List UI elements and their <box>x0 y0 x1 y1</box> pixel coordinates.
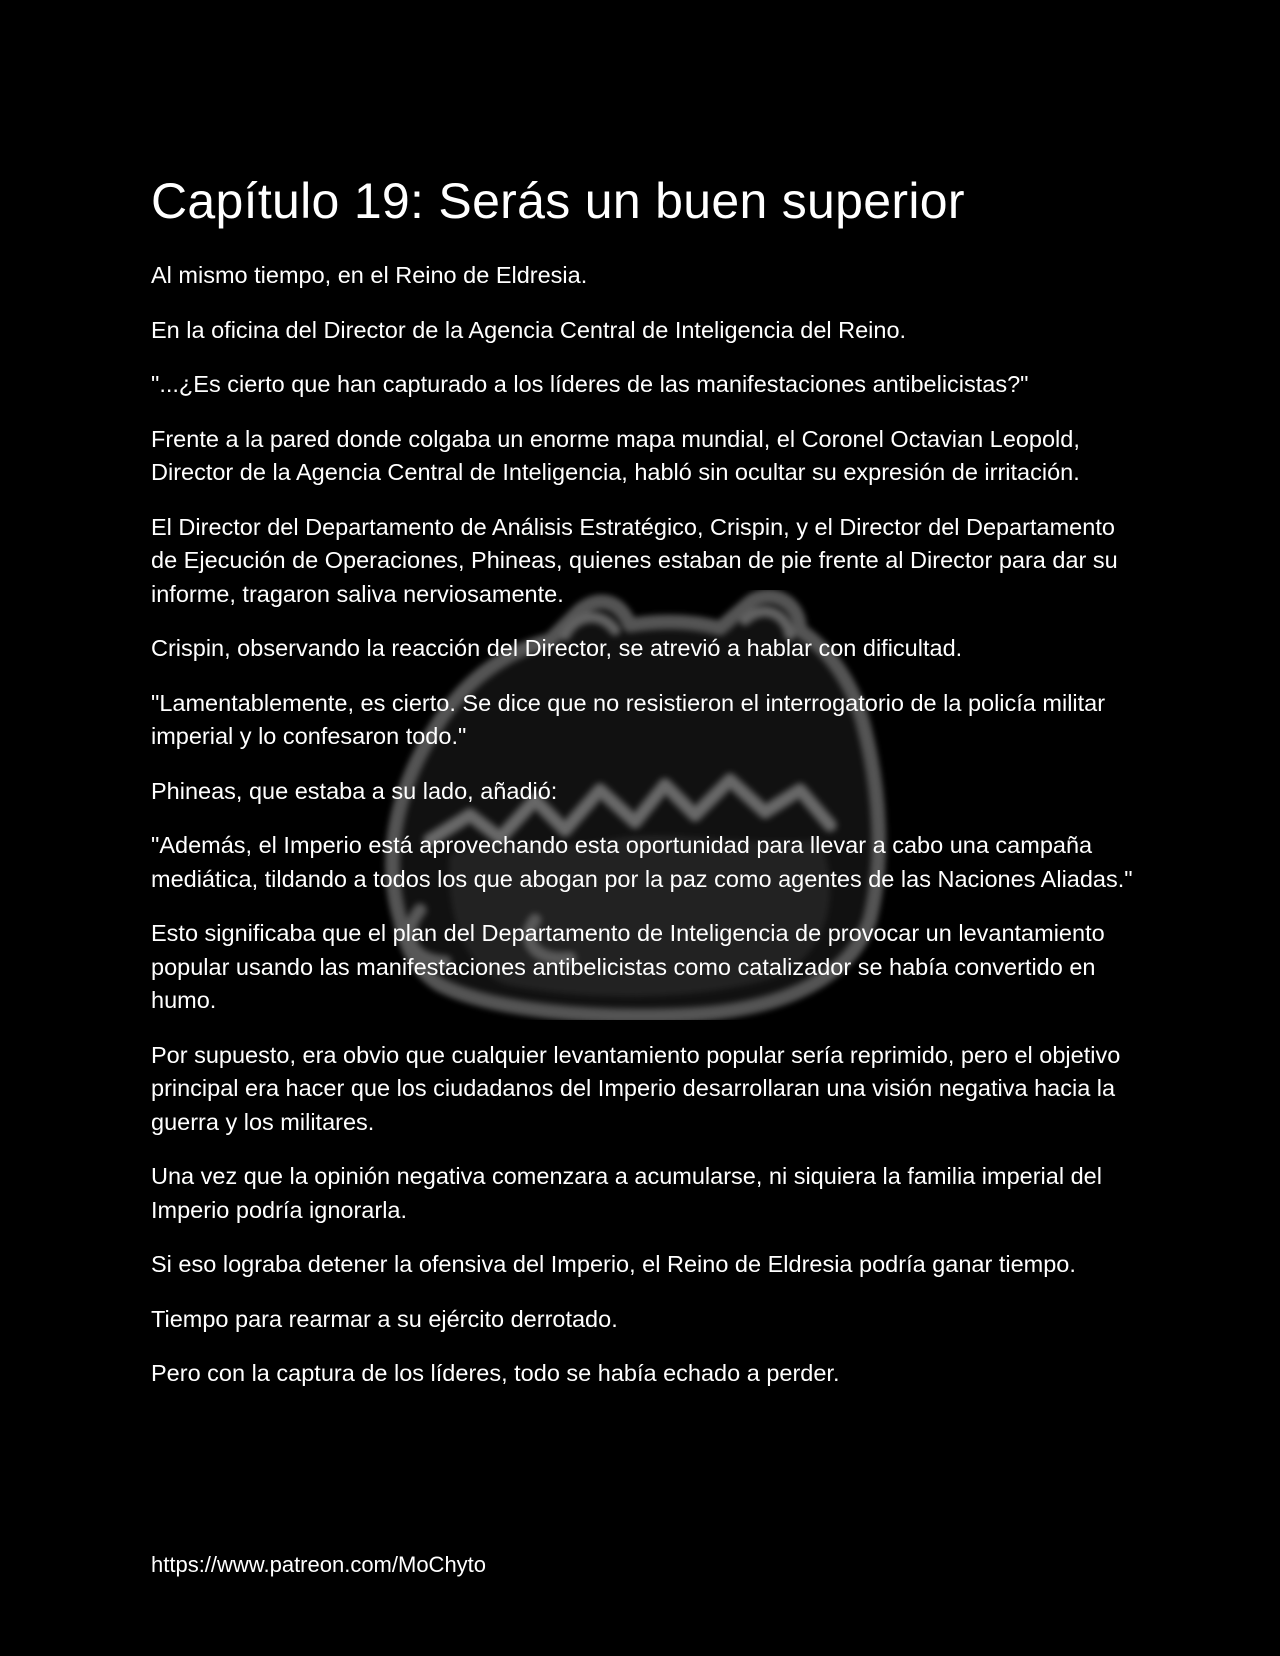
paragraph: Phineas, que estaba a su lado, añadió: <box>151 777 558 804</box>
paragraph: Por supuesto, era obvio que cualquier levantamiento popular sería reprimido, pero el objetivo principal era hacer que los ciudadanos del Imperio desarrollaran una visión negativa hacia la guerra y los militares. <box>151 1041 1121 1135</box>
paragraph: El Director del Departamento de Análisis Estratégico, Crispin, y el Director del Departamento de Ejecución de Operaciones, Phineas, quienes estaban de pie frente al Director para dar su informe, tragaron saliva nerviosamente. <box>151 513 1118 607</box>
chapter-content <box>151 165 1141 1412</box>
paragraph: Pero con la captura de los líderes, todo se había echado a perder. <box>151 1360 840 1386</box>
paragraph: Frente a la pared donde colgaba un enorme mapa mundial, el Coronel Octavian Leopold, Director de la Agencia Central de Inteligencia, habló sin ocultar su expresión de irritación. <box>151 425 1080 485</box>
paragraph: Una vez que la opinión negativa comenzara a acumularse, ni siquiera la familia imperial del Imperio podría ignorarla. <box>151 1163 1102 1223</box>
paragraph: Crispin, observando la reacción del Director, se atrevió a hablar con dificultad. <box>151 635 963 661</box>
patreon-link[interactable]: https://www.patreon.com/MoChyto <box>151 1552 487 1577</box>
chapter-title: Capítulo 19: Serás un buen superior <box>151 173 965 229</box>
paragraph: En la oficina del Director de la Agencia Central de Inteligencia del Reino. <box>151 316 907 343</box>
paragraph: "...¿Es cierto que han capturado a los líderes de las manifestaciones antibelicistas?" <box>151 371 1029 397</box>
paragraph: Al mismo tiempo, en el Reino de Eldresia. <box>151 262 588 288</box>
paragraph: Tiempo para rearmar a su ejército derrotado. <box>151 1305 618 1332</box>
paragraph: "Lamentablemente, es cierto. Se dice que no resistieron el interrogatorio de la policía militar imperial y lo confesaron todo." <box>151 689 1106 749</box>
paragraph: Esto significaba que el plan del Departamento de Inteligencia de provocar un levantamiento popular usando las manifestaciones antibelicistas como catalizador se había convertido en humo. <box>151 920 1105 1013</box>
paragraph: "Además, el Imperio está aprovechando esta oportunidad para llevar a cabo una campaña mediática, tildando a todos los que abogan por la paz como agentes de las Naciones Aliadas." <box>151 832 1133 892</box>
paragraph: Si eso lograba detener la ofensiva del Imperio, el Reino de Eldresia podría ganar tiempo. <box>151 1251 1076 1277</box>
